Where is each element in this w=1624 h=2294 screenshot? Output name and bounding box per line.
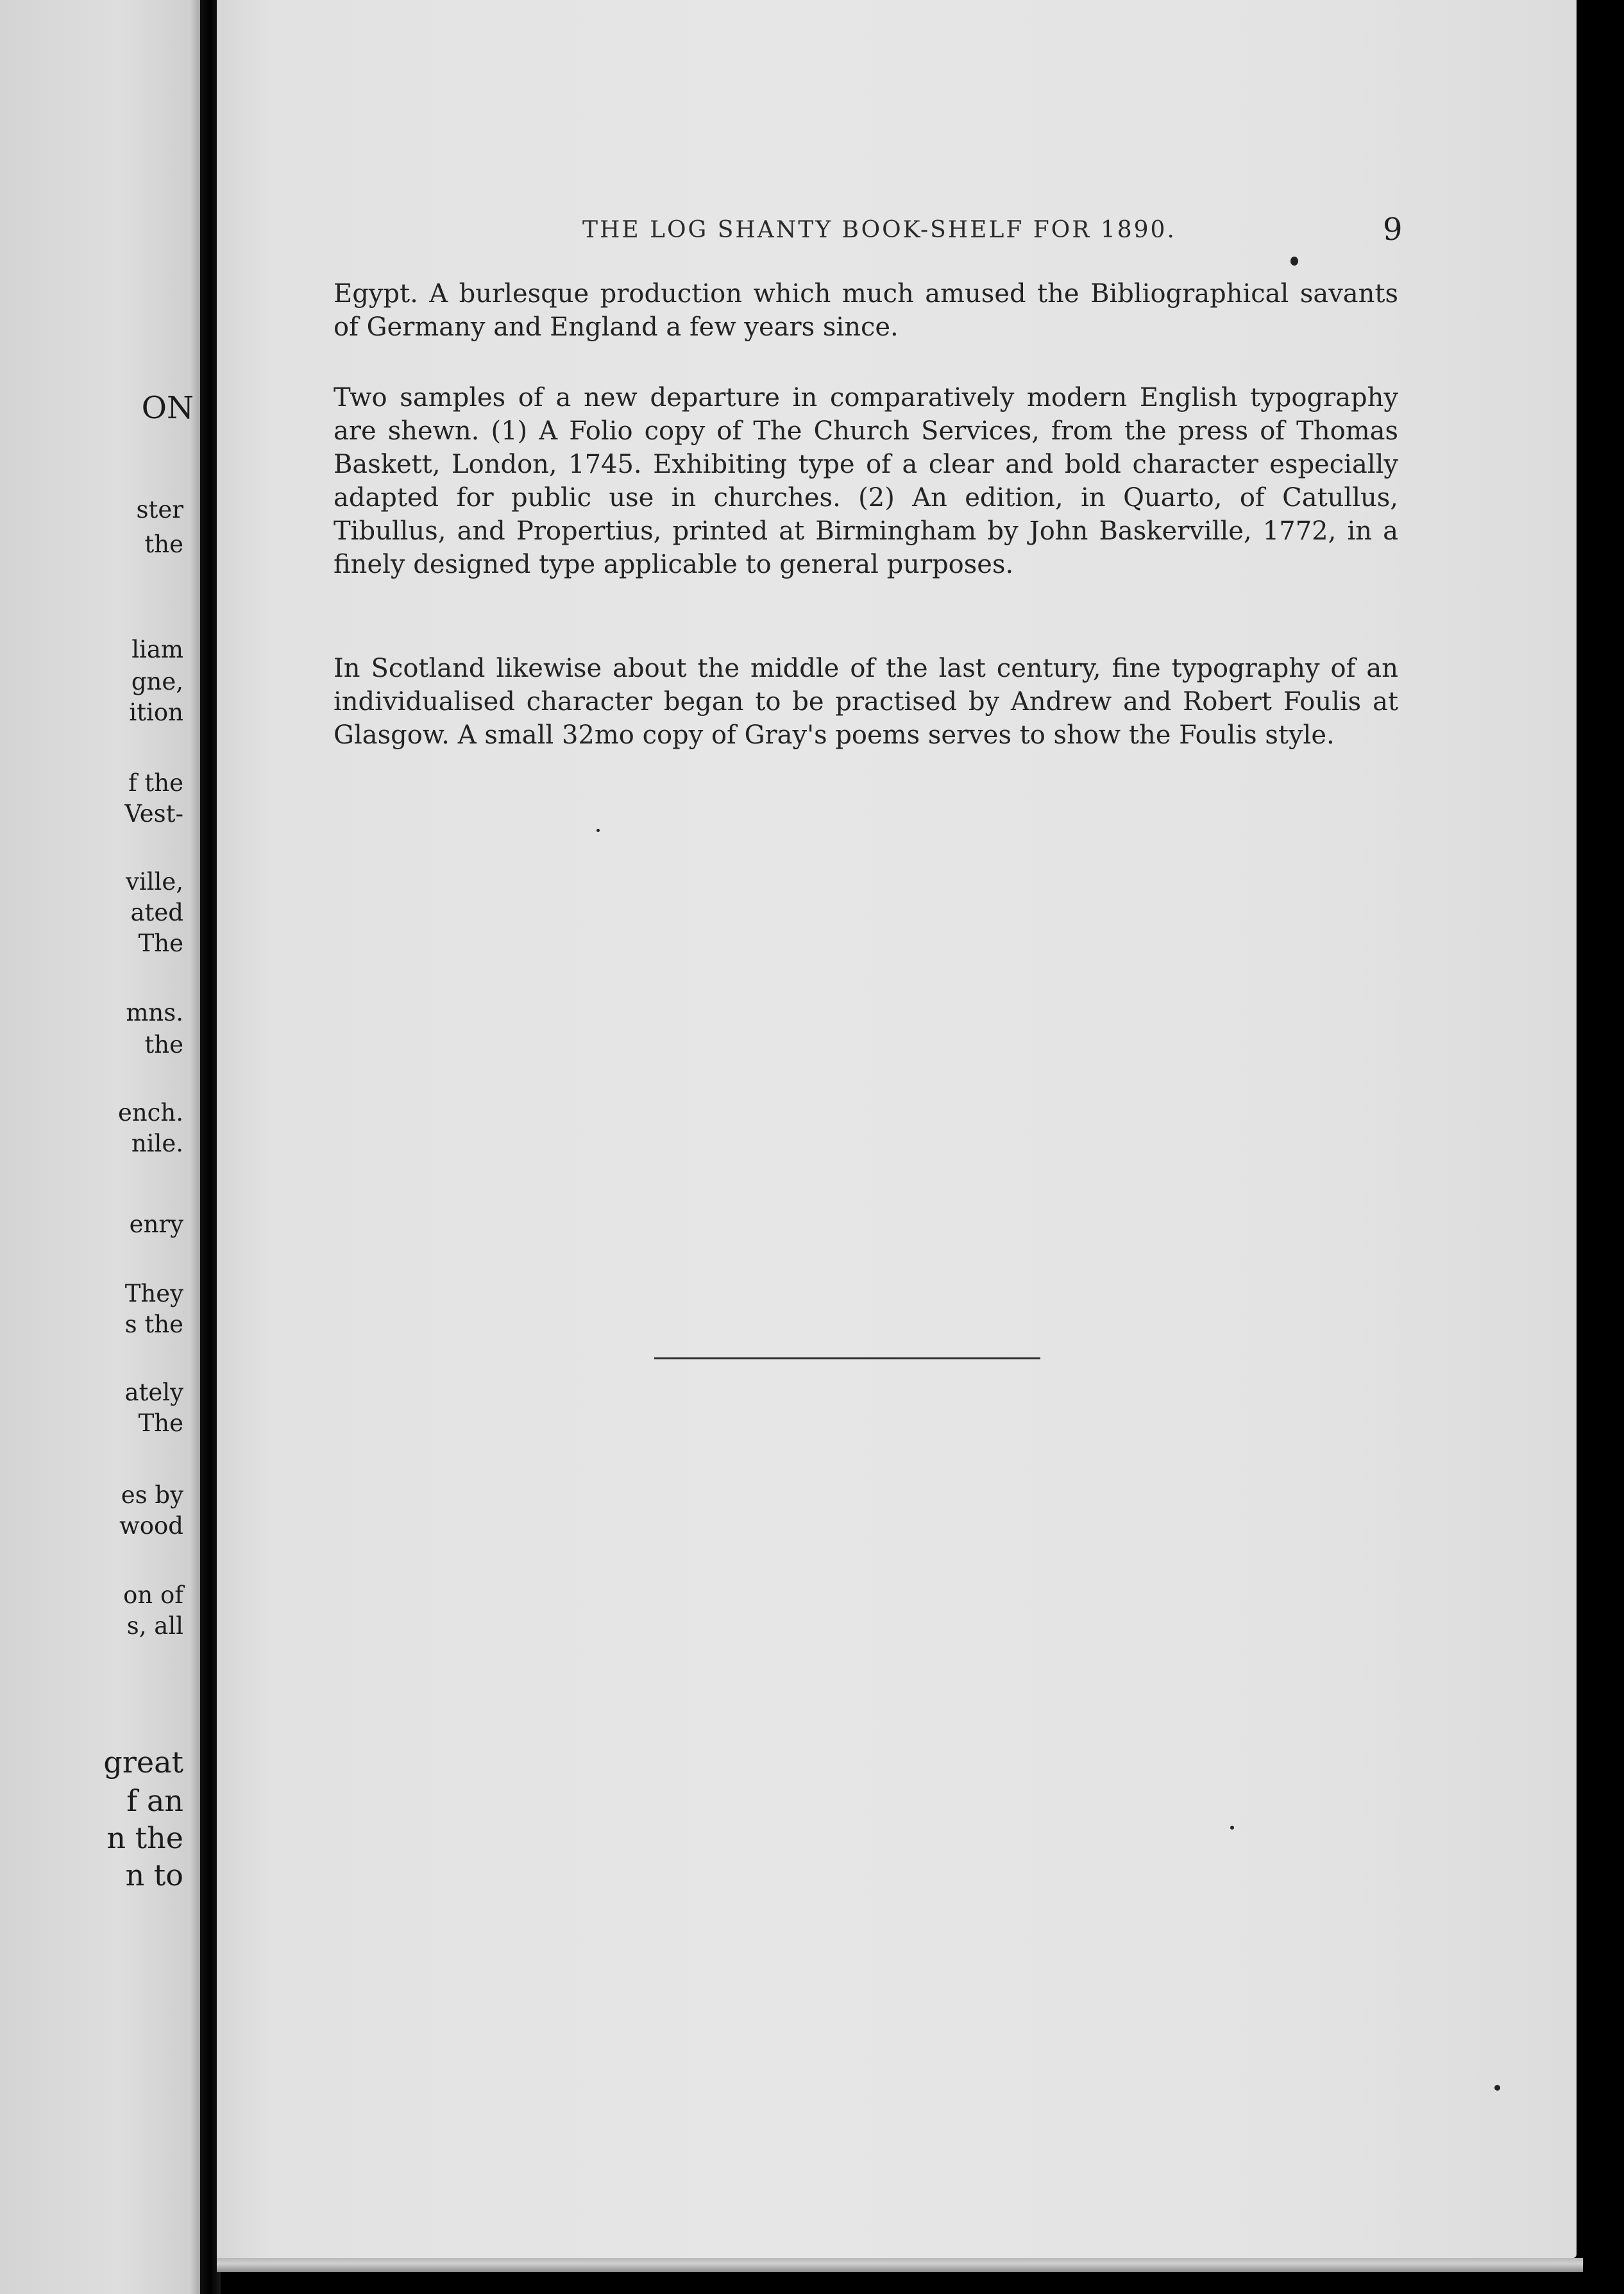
closing-rule	[654, 1357, 1040, 1359]
left-page-text-fragment: The	[138, 930, 183, 957]
body-paragraph: Two samples of a new departure in comparatively modern English typography are shewn. (1) A Folio copy of The Church Services, from the press of Thomas Baskett, London, 1745. Exhibiting type of a clear and bold character especially adapted for public use in churches. (2) An edition, in Quarto, of Catullus, Tibullus, and Propertius, printed at Birmingham by John Baskerville, 1772, in a finely designed type applicable to general purposes.	[334, 383, 1398, 579]
left-page-text-fragment: great	[103, 1745, 183, 1780]
running-head: THE LOG SHANTY BOOK-SHELF FOR 1890.	[582, 217, 1176, 243]
page-stack-edge	[217, 2258, 1583, 2272]
left-page-text-fragment: enry	[129, 1211, 183, 1238]
facing-page-fragment	[0, 0, 200, 2294]
ink-speck	[596, 829, 600, 832]
left-page-text-fragment: s, all	[126, 1612, 183, 1640]
left-page-text-fragment: They	[124, 1280, 183, 1307]
left-page-text-fragment: ench.	[117, 1099, 183, 1126]
left-page-text-fragment: liam	[131, 636, 183, 663]
left-page-text-fragment: n the	[106, 1821, 183, 1855]
ink-speck	[1230, 1826, 1234, 1830]
left-page-text-fragment: es by	[121, 1481, 183, 1509]
ink-speck	[1290, 257, 1298, 266]
left-page-text-fragment: ville,	[125, 868, 183, 896]
left-page-text-fragment: ately	[124, 1379, 183, 1406]
left-page-text-fragment: Vest-	[124, 800, 183, 828]
left-page-text-fragment: the	[144, 1031, 183, 1058]
left-page-text-fragment: ition	[129, 699, 183, 726]
ink-speck	[1494, 2085, 1500, 2091]
left-page-text-fragment: wood	[119, 1512, 183, 1540]
page-number: 9	[1383, 212, 1403, 248]
body-paragraph: In Scotland likewise about the middle of the last century, fine typography of an individualised character began to be practised by Andrew and Robert Foulis at Glasgow. A small 32mo copy of Gray's poems serves to show the Foulis style.	[334, 654, 1398, 750]
body-paragraph: Egypt. A burlesque production which much amused the Bibliographical savants of Germany and England a few years since.	[334, 279, 1398, 342]
left-page-text-fragment: s the	[124, 1311, 183, 1338]
left-page-text-fragment: f an	[126, 1783, 183, 1818]
left-page-text-fragment: ated	[130, 899, 183, 926]
left-page-text-fragment: ON	[141, 390, 194, 426]
left-page-text-fragment: ster	[136, 496, 183, 523]
left-page-text-fragment: the	[144, 531, 183, 558]
left-page-text-fragment: on of	[123, 1581, 183, 1609]
left-page-text-fragment: n to	[125, 1858, 183, 1892]
left-page-text-fragment: mns.	[126, 999, 183, 1026]
left-page-text-fragment: f the	[128, 769, 183, 797]
left-page-text-fragment: gne,	[131, 668, 183, 695]
left-page-text-fragment: nile.	[131, 1130, 183, 1157]
left-page-text-fragment: The	[138, 1409, 183, 1437]
